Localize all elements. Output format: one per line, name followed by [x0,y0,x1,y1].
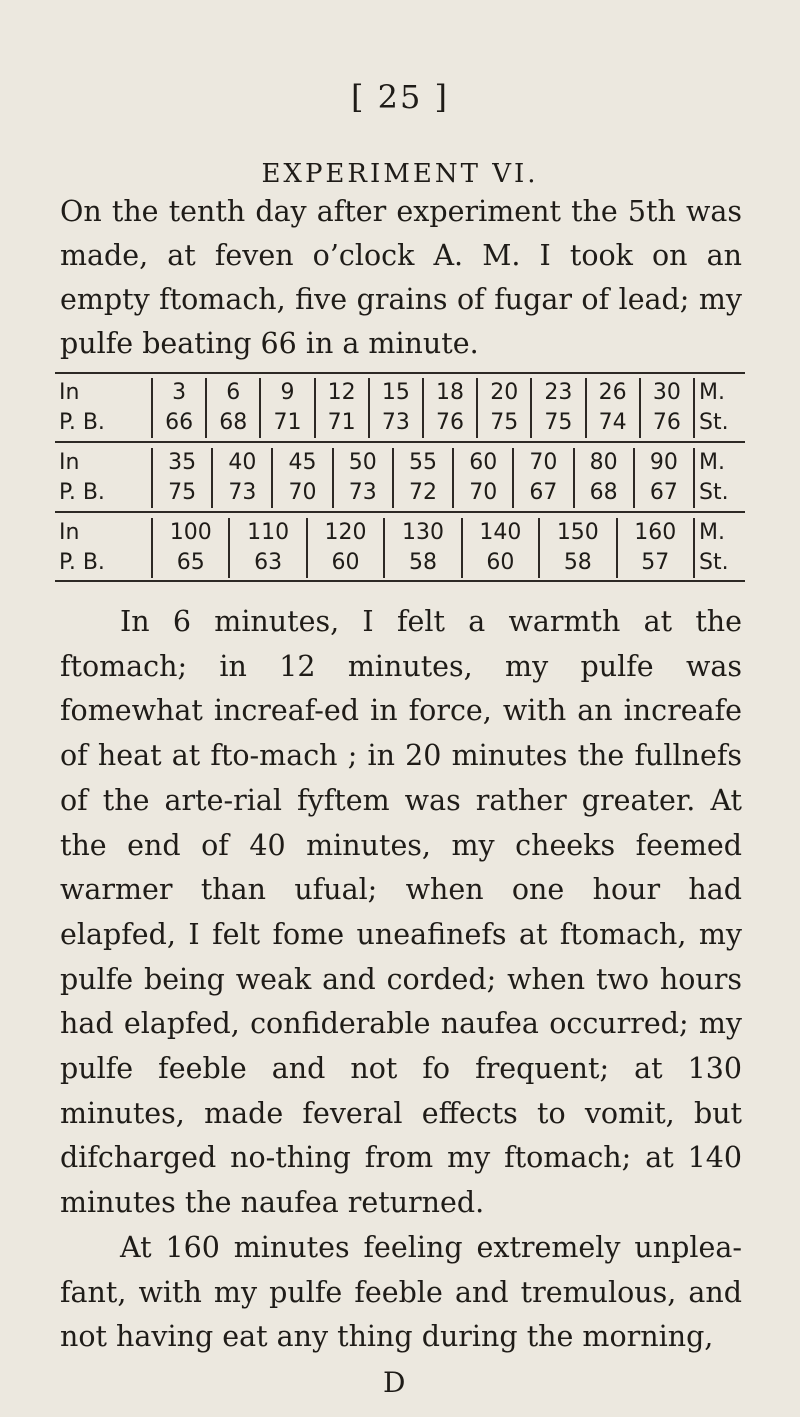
table-cell: 73 [212,478,272,508]
table-cell: 12 [315,378,369,408]
table-bottom-rule [55,580,745,582]
unit-label: St. [694,408,743,438]
table-cell: 45 [272,448,332,478]
body-paragraph-2: At 160 minutes feeling extremely unplea-fant, with my pulfe feeble and tremulous, and not having eat any thing during the morning, [60,1230,742,1354]
row-label: In [59,450,80,475]
table-cell: 58 [384,548,461,578]
unit-label: M. [694,378,743,408]
table-cell: 67 [634,478,694,508]
table-cell: 60 [462,548,539,578]
table-cell: 40 [212,448,272,478]
table-top-rule [55,372,745,374]
table-cell: 150 [539,518,616,548]
time-row [57,448,743,478]
table-cell: 68 [206,408,260,438]
page-number: [ 25 ] [350,78,450,116]
table-cell: 100 [152,518,229,548]
table-cell: 60 [453,448,513,478]
signature-mark: D [383,1366,406,1399]
table-cell: 65 [152,548,229,578]
table-cell: 140 [462,518,539,548]
table-cell: 50 [333,448,393,478]
unit-label: M. [694,448,743,478]
pulse-row [57,478,743,508]
observations-text [60,600,742,1360]
time-row [57,518,743,548]
table-cell: 66 [152,408,206,438]
table-cell: 76 [423,408,477,438]
row-label: P. B. [59,410,105,435]
row-label: P. B. [59,550,105,575]
table-cell: 75 [152,478,212,508]
table-cell: 15 [369,378,423,408]
table-cell: 60 [307,548,384,578]
table-cell: 70 [272,478,332,508]
table-cell: 76 [640,408,694,438]
table-cell: 26 [586,378,640,408]
table-cell: 71 [315,408,369,438]
table-cell: 70 [453,478,513,508]
table-cell: 75 [531,408,585,438]
table-cell: 3 [152,378,206,408]
observation-table-block-2 [57,448,743,508]
table-cell: 9 [260,378,314,408]
table-cell: 160 [617,518,694,548]
unit-label: St. [694,548,743,578]
table-cell: 57 [617,548,694,578]
table-cell: 23 [531,378,585,408]
table-cell: 130 [384,518,461,548]
observation-table-block-1 [57,378,743,438]
table-cell: 55 [393,448,453,478]
observation-table-block-3 [57,518,743,578]
time-row [57,378,743,408]
row-label: In [59,520,80,545]
table-cell: 110 [229,518,306,548]
table-cell: 74 [586,408,640,438]
table-cell: 67 [513,478,573,508]
unit-label: M. [694,518,743,548]
table-cell: 63 [229,548,306,578]
pulse-row [57,408,743,438]
intro-paragraph: On the tenth day after experiment the 5th was made, at feven o’clock A. M. I took on an empty ftomach, five grains of fugar of lead; my pulfe beating 66 in a minute. [60,195,742,360]
row-label: In [59,380,80,405]
unit-label: St. [694,478,743,508]
table-cell: 30 [640,378,694,408]
table-cell: 73 [333,478,393,508]
table-cell: 18 [423,378,477,408]
table-cell: 71 [260,408,314,438]
table-cell: 72 [393,478,453,508]
table-cell: 20 [477,378,531,408]
table-cell: 70 [513,448,573,478]
table-cell: 35 [152,448,212,478]
table-cell: 6 [206,378,260,408]
table-cell: 120 [307,518,384,548]
experiment-heading: EXPERIMENT VI. [261,159,539,190]
pulse-row [57,548,743,578]
row-label: P. B. [59,480,105,505]
table-rule-2 [55,511,745,513]
table-cell: 80 [574,448,634,478]
table-cell: 58 [539,548,616,578]
table-cell: 68 [574,478,634,508]
body-paragraph-1: In 6 minutes, I felt a warmth at the ftomach; in 12 minutes, my pulfe was fomewhat increaf-ed in force, with an increafe of heat at fto-mach ; in 20 minutes the fullnefs of the arte-rial fyftem was rather greater. At the end of 40 minutes, my cheeks feemed warmer than ufual; when one hour had elapfed, I felt fome uneafinefs at ftomach, my pulfe being weak and corded; when two hours had elapfed, confiderable naufea occurred; my pulfe feeble and not fo frequent; at 130 minutes, made feveral effects to vomit, but difcharged no-thing from my ftomach; at 140 minutes the naufea returned. [60,605,742,1220]
table-cell: 75 [477,408,531,438]
table-rule-1 [55,441,745,443]
table-cell: 73 [369,408,423,438]
table-cell: 90 [634,448,694,478]
